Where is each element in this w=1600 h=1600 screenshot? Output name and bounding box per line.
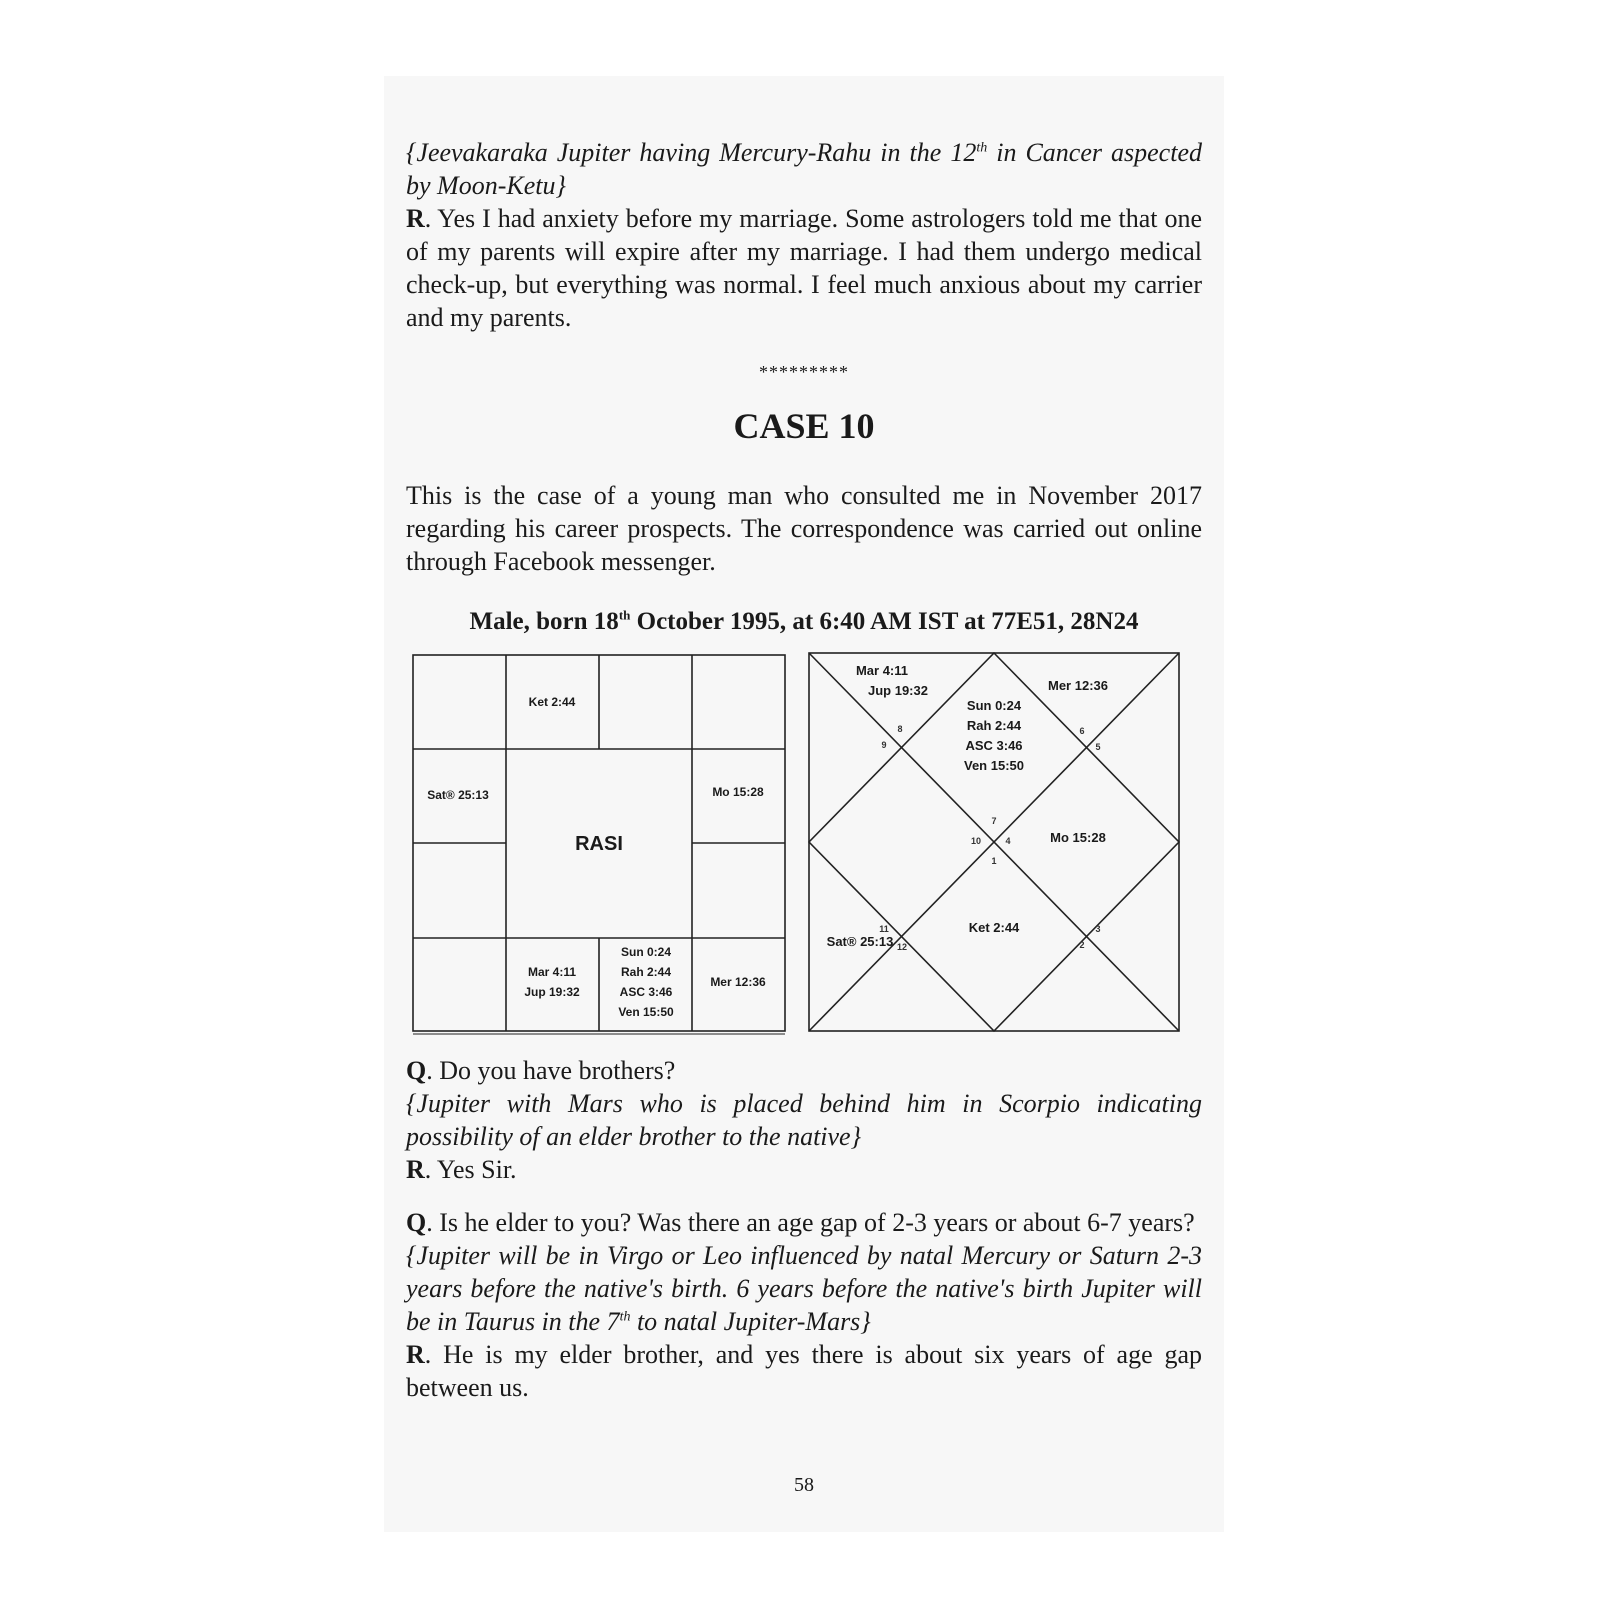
intro-block xyxy=(406,136,1202,334)
rasi-ascendant: ASC 3:46 xyxy=(619,985,673,999)
reply-2: R. He is my elder brother, and yes there is about six years of age gap between us. xyxy=(406,1340,1202,1402)
north-house-10: 10 xyxy=(970,836,982,846)
north-moon: Mo 15:28 xyxy=(1050,830,1106,845)
rasi-venus: Ven 15:50 xyxy=(618,1005,674,1019)
case-intro: This is the case of a young man who consulted me in November 2017 regarding his career prospects. The correspondence was carried out online through Facebook messenger. xyxy=(406,481,1202,576)
north-house-3: 3 xyxy=(1095,924,1101,934)
rasi-sun: Sun 0:24 xyxy=(620,945,672,959)
north-house-4: 4 xyxy=(1005,836,1011,846)
rasi-title: RASI xyxy=(575,833,623,855)
north-house-12: 12 xyxy=(896,942,908,952)
north-house-1: 1 xyxy=(991,856,997,866)
north-venus: Ven 15:50 xyxy=(964,758,1024,773)
question-2-block xyxy=(406,1206,1202,1404)
north-rahu: Rah 2:44 xyxy=(966,718,1022,733)
rasi-chart xyxy=(412,654,788,1036)
book-page xyxy=(384,76,1224,1532)
case-title: CASE 10 xyxy=(733,406,875,446)
rasi-mercury: Mer 12:36 xyxy=(710,975,766,989)
north-house-6: 6 xyxy=(1079,726,1085,736)
question-1-note: {Jupiter with Mars who is placed behind him in Scorpio indicating possibility of an elder brother to the native} xyxy=(406,1089,1202,1151)
north-mercury: Mer 12:36 xyxy=(1048,678,1108,693)
rasi-jupiter: Jup 19:32 xyxy=(524,985,580,999)
north-house-5: 5 xyxy=(1095,742,1101,752)
rasi-ketu: Ket 2:44 xyxy=(528,695,576,709)
rasi-rahu: Rah 2:44 xyxy=(620,965,672,979)
rasi-moon: Mo 15:28 xyxy=(712,785,764,799)
north-ascendant: ASC 3:46 xyxy=(965,738,1023,753)
intro-reply: R. Yes I had anxiety before my marriage. Some astrologers told me that one of my parents will expire after my marriage. I had them undergo medical check-up, but everything was normal. I feel much anxious about my carrier and my parents. xyxy=(406,204,1202,332)
question-2: Q. Is he elder to you? Was there an age gap of 2-3 years or about 6-7 years? xyxy=(406,1208,1195,1237)
north-indian-chart xyxy=(808,652,1182,1036)
question-1-block xyxy=(406,1054,1202,1186)
separator-stars: ********* xyxy=(759,362,849,382)
north-saturn: Sat® 25:13 xyxy=(826,934,894,949)
rasi-saturn: Sat® 25:13 xyxy=(427,788,489,802)
intro-italic-note: {Jeevakaraka Jupiter having Mercury-Rahu in the 12th in Cancer aspected by Moon-Ketu} xyxy=(406,138,1202,200)
north-ketu: Ket 2:44 xyxy=(968,920,1020,935)
birth-details: Male, born 18th October 1995, at 6:40 AM IST at 77E51, 28N24 xyxy=(469,607,1139,635)
reply-1: R. Yes Sir. xyxy=(406,1155,517,1184)
north-house-7: 7 xyxy=(991,816,997,826)
north-house-9: 9 xyxy=(881,740,887,750)
rasi-mars: Mar 4:11 xyxy=(527,965,577,979)
north-mars: Mar 4:11 xyxy=(855,663,909,678)
north-jupiter: Jup 19:32 xyxy=(868,683,928,698)
question-2-note: {Jupiter will be in Virgo or Leo influenced by natal Mercury or Saturn 2-3 years before the native's birth. 6 years before the native's birth Jupiter will be in Taurus in the 7th to natal Jupiter-Mars} xyxy=(406,1241,1202,1336)
page-number: 58 xyxy=(794,1474,814,1496)
north-house-8: 8 xyxy=(897,724,903,734)
question-1: Q. Do you have brothers? xyxy=(406,1056,676,1085)
north-house-11: 11 xyxy=(879,924,889,934)
north-sun: Sun 0:24 xyxy=(966,698,1022,713)
north-house-2: 2 xyxy=(1079,940,1085,950)
